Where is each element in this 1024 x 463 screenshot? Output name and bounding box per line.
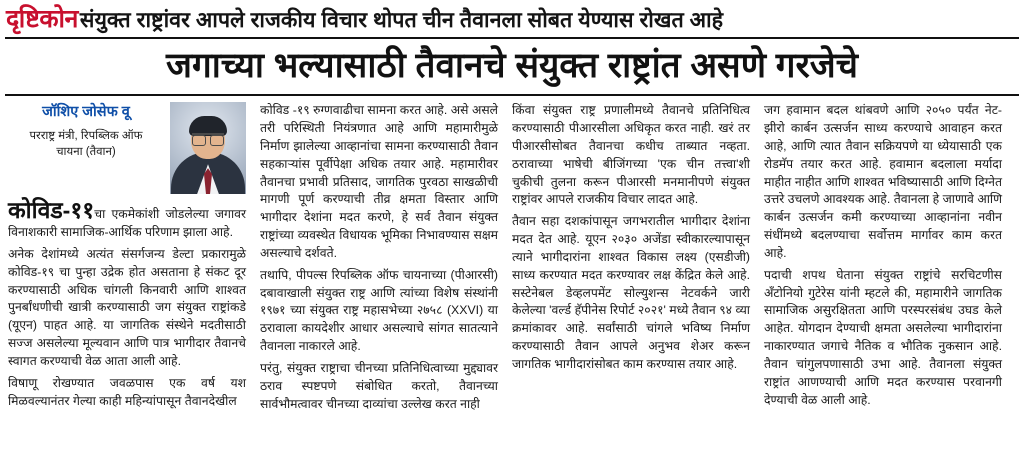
column-1 xyxy=(8,102,246,417)
column-3 xyxy=(512,102,750,417)
main-headline: जगाच्या भल्यासाठी तैवानचे संयुक्त राष्ट्रांत असणे गरजेचे xyxy=(166,46,858,85)
author-block xyxy=(8,102,246,194)
paragraph: तैवान सहा दशकांपासून जगभरातील भागीदार देशांना मदत देत आहे. यूएन २०३० अजेंडा स्वीकारल्यापासून त्याने भागीदारांना शाश्वत विकास लक्ष्य (एसडीजी) साध्य करण्यात मदत करण्यावर लक्ष केंद्रित केले आहे. सस्टेनेबल डेव्हलपमेंट सोल्युशन्स नेटवर्कने जारी केलेल्या 'वर्ल्ड हॅपीनेस रिपोर्ट २०२१' मध्ये तैवान ९४ व्या क्रमांकावर आहे. सर्वांसाठी चांगले भविष्य निर्माण करण्यासाठी तैवान आपले अनुभव शेअर करून जागतिक भागीदारांसोबत काम करण्यास तयार आहे. xyxy=(512,214,750,371)
article-body xyxy=(0,102,1024,417)
paragraph: पदाची शपथ घेताना संयुक्त राष्ट्रांचे सरचिटणीस अँटोनियो गुटेरेस यांनी म्हटले की, महामारीने जागतिक सामाजिक असुरक्षितता आणि परस्परसंबंध उघड केले आहेत. योगदान देण्याची क्षमता असलेल्या भागीदारांना नाकारण्यात जगाचे नैतिक व भौतिक नुकसान आहे. तैवान चांगुलपणासाठी उभा आहे. तैवानला संयुक्त राष्ट्रांत आणण्याची आणि मदत करण्यास परवानगी देण्याची वेळ आली आहे. xyxy=(764,267,1002,407)
author-title-line1: परराष्ट्र मंत्री, रिपब्लिक ऑफ xyxy=(29,129,143,142)
divider-headline xyxy=(5,94,1019,96)
paragraph: जग हवामान बदल थांबवणे आणि २०५० पर्यंत नेट-झीरो कार्बन उत्सर्जन साध्य करण्याचे आवाहन करत आहे, आणि त्यात तैवान सक्रियपणे या ध्येयासाठी एक रोडमॅप तयार करत आहे. हवामान बदलाला मर्यादा माहीत नाहीत आणि शाश्वत भविष्यासाठी आणि दिग्नेत उत्तरे उचलणे आवश्यक आहे. तैवानला हे जाणावे आणि कार्बन उत्सर्जन कमी करण्याच्या आव्हानांना नवीन संधींमध्ये बदलण्याचा सर्वोत्तम मार्गावर काम करत आहे. xyxy=(764,103,1002,260)
portrait-glasses xyxy=(192,133,224,145)
drop-cap-heading: कोविड-११ xyxy=(8,197,95,224)
paragraph: तथापि, पीपल्स रिपब्लिक ऑफ चायनाच्या (पीआरसी) दबावाखाली संयुक्त राष्ट्र आणि त्यांच्या विशेष संस्थांनी १९७१ च्या संयुक्त राष्ट्र महासभेच्या २७५८ (XXVI) या ठरावाला कायदेशीर आधार असल्याचे सांगत सातत्याने तैवानला नाकारले आहे. xyxy=(260,267,498,354)
masthead xyxy=(0,0,1024,34)
drop-cap-tail: चा एकमेकांशी जोडलेल्या जगावर विनाशकारी सामाजिक-आर्थिक परिणाम झाला आहे. xyxy=(8,207,246,240)
paragraph: अनेक देशांमध्ये अत्यंत संसर्गजन्य डेल्टा प्रकारामुळे कोविड-१९ चा पुन्हा उद्रेक होत असताना हे संकट दूर करण्यासाठी अधिक चांगली किनवारी आणि शाश्वत पुनर्बांधणीची खात्री करण्यासाठी जग संयुक्त राष्ट्रांकडे (यूएन) पाहत आहे. या जागतिक संस्थेने मदतीसाठी सज्ज असलेल्या मूल्यवान आणि पात्र भागीदार तैवानचे स्वागत करण्याची वेळ आता आली आहे. xyxy=(8,246,246,368)
paragraph: किंवा संयुक्त राष्ट्र प्रणालीमध्ये तैवानचे प्रतिनिधित्व करण्यासाठी पीआरसीला अधिकृत करत नाही. खरं तर पीआरसीसोबत तैवानचा कधीच ताब्यात नव्हता. ठरावाच्या भाषेची बीजिंगच्या 'एक चीन तत्त्वा'शी चुकीची तुलना करून पीआरसी मनमानीपणे संयुक्त राष्ट्रांवर आपले राजकीय विचार लादत आहे. xyxy=(512,103,750,207)
author-photo xyxy=(170,102,246,194)
column-2 xyxy=(260,102,498,417)
column-1-lead xyxy=(8,198,246,242)
paragraph: परंतु, संयुक्त राष्ट्राचा चीनच्या प्रतिनिधित्वाच्या मुद्द्यावर ठराव स्पष्टपणे संबोधित करतो, तैवानच्या सार्वभौमत्वावर चीनच्या दाव्यांचा उल्लेख करत नाही xyxy=(260,360,498,411)
top-headline: संयुक्त राष्ट्रांवर आपले राजकीय विचार थोपत चीन तैवानला सोबत येण्यास रोखत आहे xyxy=(79,7,724,32)
publication-logo: दृष्टिकोन xyxy=(6,5,78,33)
author-meta xyxy=(8,102,164,194)
paragraph: विषाणू रोखण्यात जवळपास एक वर्ष यश मिळवल्यानंतर गेल्या काही महिन्यांपासून तैवानदेखील xyxy=(8,375,246,408)
author-name: जॉशिए जोसेफ वू xyxy=(42,104,130,121)
column-4 xyxy=(764,102,1002,417)
paragraph: कोविड -१९ रुग्णवाढीचा सामना करत आहे. असे असले तरी परिस्थिती नियंत्रणात आहे आणि महामारीमुळे निर्माण झालेल्या आव्हानांचा सामना करण्यासाठी तैवान सहकाऱ्यांस पूर्वीपेक्षा अधिक तयार आहे. महामारीवर तैवानचा प्रभावी प्रतिसाद, जागतिक पुरवठा साखळीची मागणी पूर्ण करण्याची तीव्र क्षमता विस्तार आणि भागीदार देशांना मदत करणे, हे सर्व तैवान संयुक्त राष्ट्रांच्या व्यवस्थेत विधायक भूमिका निभावण्यास सक्षम असल्याचे दर्शवते. xyxy=(260,103,498,260)
author-title-line2: चायना (तैवान) xyxy=(56,146,116,159)
